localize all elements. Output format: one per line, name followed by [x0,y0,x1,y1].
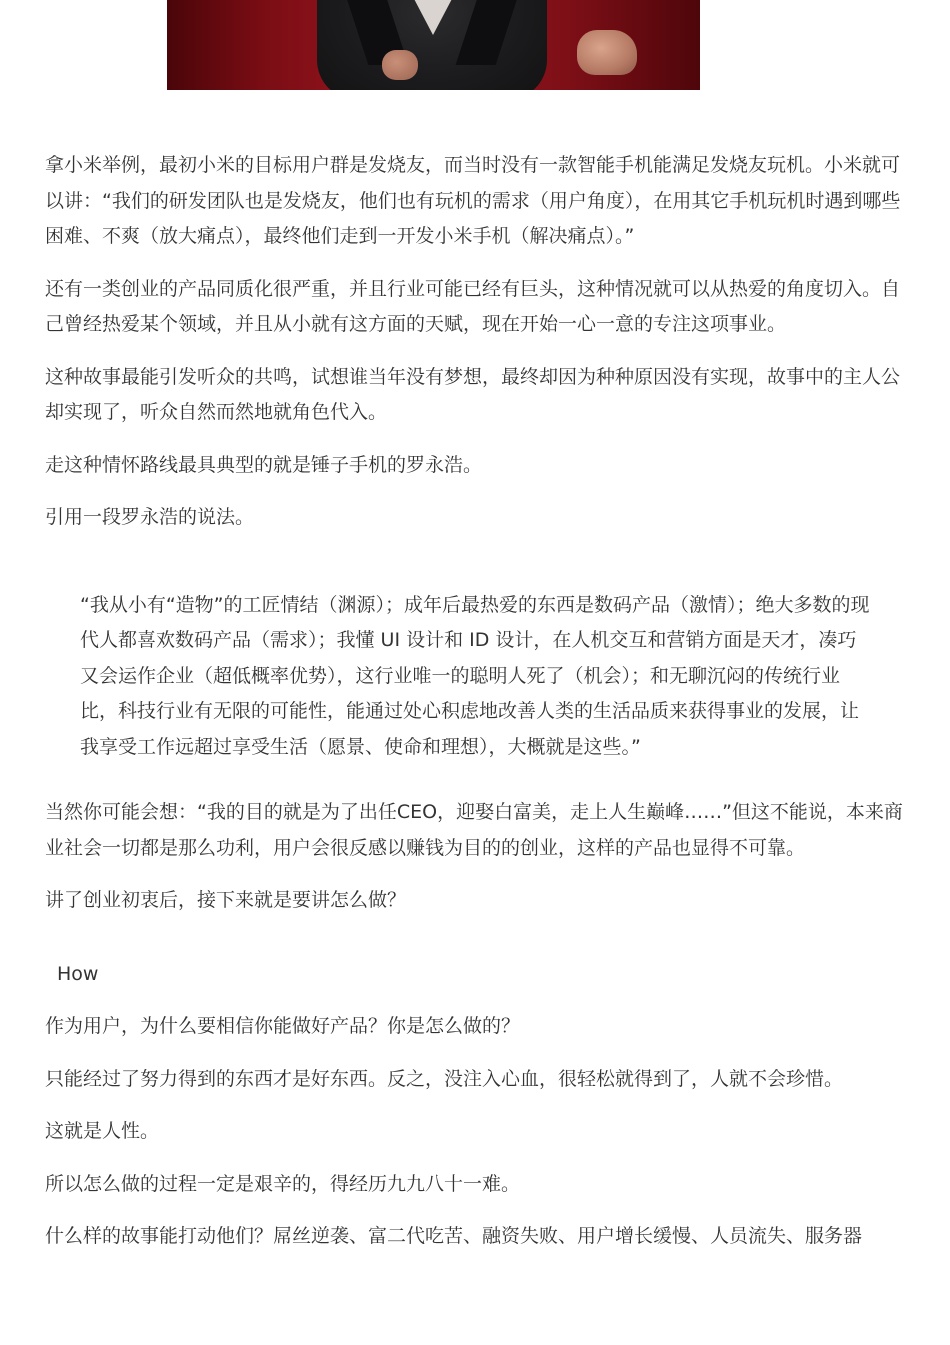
paragraph-resonance: 这种故事最能引发听众的共鸣，试想谁当年没有梦想，最终却因为种种原因没有实现，故事中的主人公却实现了，听众自然而然地就角色代入。 [45,365,901,423]
article-body [45,148,905,1272]
hero-hand-right [577,30,637,75]
paragraph-xiaomi-example: 拿小米举例，最初小米的目标用户群是发烧友，而当时没有一款智能手机能满足发烧友玩机。小米就可以讲：“我们的研发团队也是发烧友，他们也有玩机的需求（用户角度），在用其它手机玩机时遇到哪些困难、不爽（放大痛点），最终他们走到一开发小米手机（解决痛点）。” [45,154,901,247]
paragraph-stories: 什么样的故事能打动他们？屌丝逆袭、富二代吃苦、融资失败、用户增长缓慢、人员流失、服务器 [45,1225,863,1247]
paragraph-smartisan: 走这种情怀路线最具典型的就是锤子手机的罗永浩。 [45,453,483,476]
paragraph-next-how: 讲了创业初衷后，接下来就是要讲怎么做？ [45,889,407,911]
hero-photo [167,0,700,90]
paragraph-human-nature: 这就是人性。 [45,1120,160,1142]
section-heading-how: How [57,962,99,985]
paragraph-quote-intro: 引用一段罗永浩的说法。 [45,506,255,528]
hero-hand-left [382,50,418,80]
paragraph-hardship: 所以怎么做的过程一定是艰辛的，得经历九九八十一难。 [45,1172,521,1195]
paragraph-ceo-motive: 当然你可能会想：“我的目的就是为了出任CEO，迎娶白富美，走上人生巅峰……”但这不能说，本来商业社会一切都是那么功利，用户会很反感以赚钱为目的的创业，这样的产品也显得不可靠。 [45,801,903,859]
paragraph-effort: 只能经过了努力得到的东西才是好东西。反之，没注入心血，很轻松就得到了，人就不会珍惜。 [45,1067,844,1090]
blockquote-luo-yonghao: “我从小有“造物”的工匠情结（渊源）；成年后最热爱的东西是数码产品（激情）；绝大多数的现代人都喜欢数码产品（需求）；我懂 UI 设计和 ID 设计，在人机交互和营销方面是天才，凑巧又会运作企业（超低概率优势），这行业唯一的聪明人死了（机会）；和无聊沉闷的传统行业比，科技行业有无限的可能性，能通过处心积虑地改善人类的生活品质来获得事业的发展，让我享受工作远超过享受生活（愿景、使命和理想），大概就是这些。” [80,593,870,758]
paragraph-passion-angle: 还有一类创业的产品同质化很严重，并且行业可能已经有巨头，这种情况就可以从热爱的角度切入。自己曾经热爱某个领域，并且从小就有这方面的天赋，现在开始一心一意的专注这项事业。 [45,277,901,335]
paragraph-why-trust: 作为用户，为什么要相信你能做好产品？你是怎么做的？ [45,1015,521,1037]
